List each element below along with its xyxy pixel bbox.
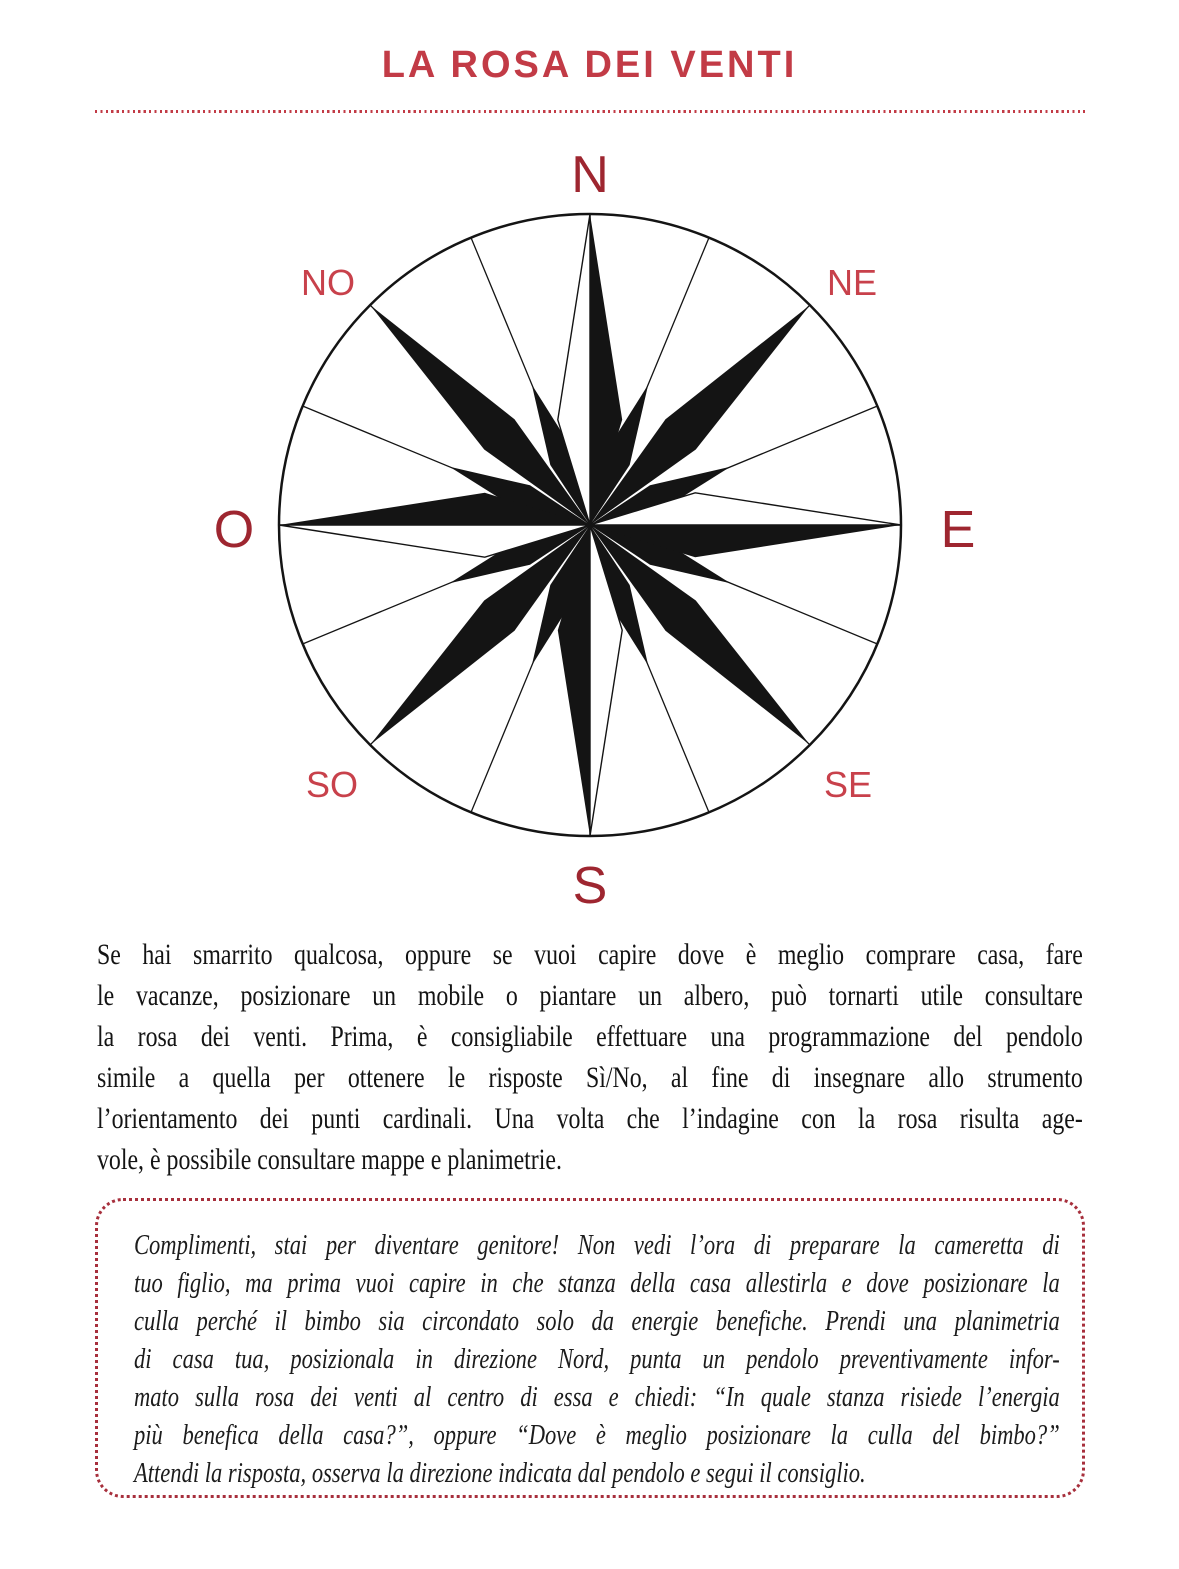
body-paragraph <box>97 934 1083 1180</box>
callout-line: Complimenti, stai per diventare genitore! Non vedi l’ora di preparare la cameretta di <box>134 1230 1060 1261</box>
body-line: l’orientamento dei punti cardinali. Una volta che l’indagine con la rosa risulta age- <box>97 1102 1083 1135</box>
body-line: simile a quella per ottenere le risposte Sì/No, al fine di insegnare allo strumento <box>97 1061 1083 1094</box>
title-dotted-divider <box>95 110 1085 113</box>
callout-line: culla perché il bimbo sia circondato solo da energie benefiche. Prendi una planimetria <box>134 1306 1060 1337</box>
body-line: vole, è possibile consultare mappe e planimetrie. <box>97 1143 562 1176</box>
compass-label-n: N <box>571 146 609 204</box>
point-ne <box>590 305 810 525</box>
callout-line: Attendi la risposta, osserva la direzione indicata dal pendolo e segui il consiglio. <box>134 1458 866 1489</box>
point-so <box>370 525 590 745</box>
compass-label-s: S <box>572 857 608 915</box>
compass-label-ne: NE <box>826 262 878 303</box>
page-title: LA ROSA DEI VENTI <box>381 44 798 86</box>
body-line: Se hai smarrito qualcosa, oppure se vuoi capire dove è meglio comprare casa, fare <box>97 938 1083 971</box>
compass-label-se: SE <box>823 764 873 805</box>
callout-line: mato sulla rosa dei venti al centro di essa e chiedi: “In quale stanza risiede l’energia <box>134 1382 1060 1413</box>
compass-label-no: NO <box>301 262 355 303</box>
tip-callout-box <box>95 1198 1085 1498</box>
callout-line: di casa tua, posizionala in direzione Nord, punta un pendolo preventivamente infor- <box>134 1344 1060 1375</box>
point-no <box>370 305 590 525</box>
compass-rose <box>140 115 1040 935</box>
body-line: la rosa dei venti. Prima, è consigliabile effettuare una programmazione del pendolo <box>97 1020 1083 1053</box>
callout-line: più benefica della casa?”, oppure “Dove è meglio posizionare la culla del bimbo?” <box>134 1420 1060 1451</box>
compass-label-o: O <box>213 501 255 559</box>
body-line: le vacanze, posizionare un mobile o piantare un albero, può tornarti utile consultare <box>97 979 1083 1012</box>
compass-label-so: SO <box>305 764 359 805</box>
callout-line: tuo figlio, ma prima vuoi capire in che stanza della casa allestirla e dove posizionare la <box>134 1268 1060 1299</box>
compass-label-e: E <box>940 501 976 559</box>
point-se <box>590 525 810 745</box>
